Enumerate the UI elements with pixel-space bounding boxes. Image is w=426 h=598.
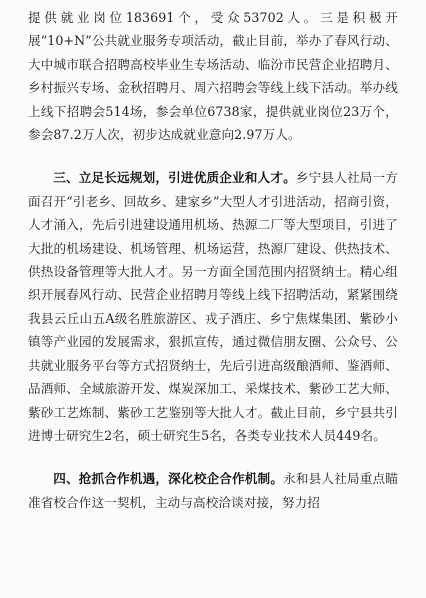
section-text: 乡宁县人社局一方面召开“引老乡、回故乡、建家乡”大型人才引进活动，招商引资，人才涌入，先后引进建设通用机场、热源二厂等大型项目，引进了大批的机场建设、机场管理、机场运营，热源厂建设、供热技术、供热设备管理等大批人才。另一方面全国范围内招贤纳士。精心组织开展春风行动、民营企业招聘月等线上线下招聘活动，紧紧围绕我县云丘山五A级名胜旅游区、戎子酒庄、乡宁焦煤集团、紫砂小镇等产业园的发展需求，狠抓宣传，通过微信朋友圈、公众号、公共就业服务平台等方式招贤纳士，先后引进高级酿酒师、鉴酒师、品酒师、全域旅游开发、煤炭深加工、采煤技术、紫砂工艺大师、紫砂工艺炼制、紫砂工艺鉴别等大批人才。截止目前，乡宁县共引进博士研究生2名，硕士研究生5名，各类专业技术人员449名。 (28, 170, 398, 443)
section-text: 永和县人社局重点瞄准省校合作这一契机，主动与高校洽谈对接，努力招 (28, 471, 398, 510)
section-four-paragraph (28, 467, 398, 514)
section-heading: 三、立足长远规划，引进优质企业和人才。 (53, 170, 296, 186)
paragraph-employment-stats (28, 6, 398, 146)
section-three-paragraph (28, 166, 398, 447)
paragraph-text: 提供就业岗位183691个，受众53702人。三是积极开展“10+N”公共就业服务专项活动，截止目前，举办了春风行动、大中城市联合招聘高校毕业生专场活动、临汾市民营企业招聘月、乡村振兴专场、金秋招聘月、周六招聘会等线上线下活动。举办线上线下招聘会514场，参会单位6738家，提供就业岗位23万个，参会87.2万人次，初步达成就业意向2.97万人。 (28, 10, 398, 143)
section-heading: 四、抢抓合作机遇，深化校企合作机制。 (53, 471, 284, 487)
paragraph-gap (28, 146, 398, 166)
paragraph-gap (28, 447, 398, 467)
